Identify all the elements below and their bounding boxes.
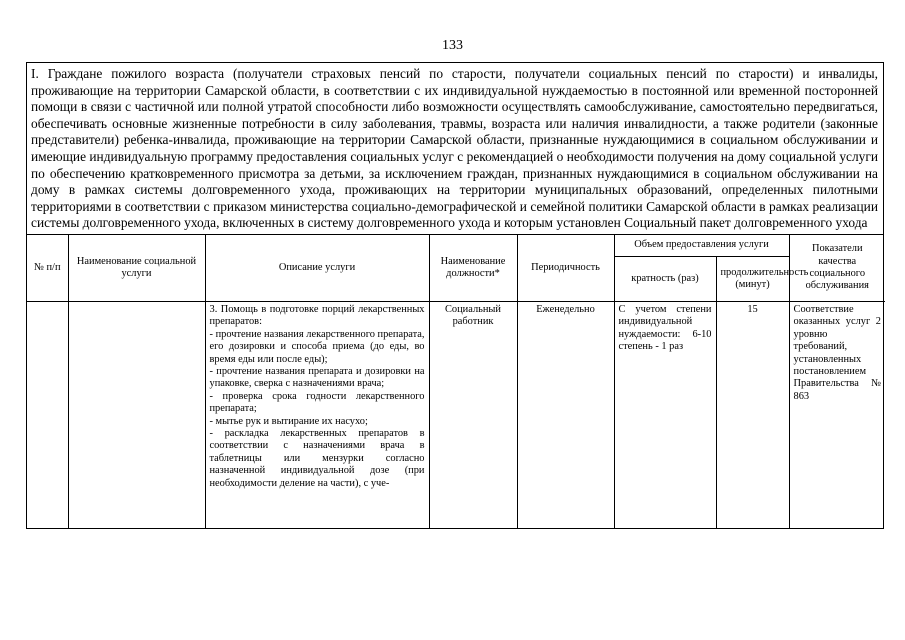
cell-service-name (68, 301, 205, 528)
cell-quality: Соответствие оказанных услуг 2 уровню требований, установленных постановлением Правительства № 863 (789, 301, 885, 528)
cell-num (27, 301, 68, 528)
description-line: - раскладка лекарственных препаратов в соответствии с назначениями врача в таблетницы или мензурки согласно назначенной индивидуальной дозе (при необходимости деление на части), с уче- (209, 428, 425, 489)
header-position: Наименование должности* (429, 235, 517, 302)
header-multiplicity: кратность (раз) (614, 256, 716, 301)
header-description: Описание услуги (205, 235, 429, 302)
header-periodicity: Периодичность (517, 235, 614, 302)
header-quality: Показатели качества социального обслуживания (789, 235, 885, 302)
table-row (27, 301, 885, 528)
cell-duration: 15 (716, 301, 789, 528)
cell-periodicity: Еженедельно (517, 301, 614, 528)
description-line: - прочтение названия лекарственного препарата, его дозировки и способа приема (до еды, во время еды или после еды); (209, 328, 425, 365)
description-line: - прочтение названия препарата и дозировки на упаковке, сверка с назначениями врача; (209, 365, 425, 390)
cell-position: Социальный работник (429, 301, 517, 528)
cell-description (205, 301, 429, 528)
services-table (27, 235, 885, 528)
header-duration: продолжительность (минут) (716, 256, 789, 301)
cell-multiplicity: С учетом степени индивидуальной нуждаемости: 6-10 степень - 1 раз (614, 301, 716, 528)
header-service-name: Наименование социальной услуги (68, 235, 205, 302)
description-line: 3. Помощь в подготовке порций лекарственных препаратов: (209, 303, 425, 328)
header-num: № п/п (27, 235, 68, 302)
description-line: - мытье рук и вытирание их насухо; (209, 415, 368, 427)
table-header-row (27, 235, 885, 257)
header-volume: Объем предоставления услуги (614, 235, 789, 257)
recipient-category-text: I. Граждане пожилого возраста (получатели страховых пенсий по старости, получатели социальных пенсий по старости) и инвалиды, проживающие на территории Самарской области, в соответствии с их индивидуальной нуждаемостью в постоянной или временной посторонней помощи в связи с частичной или полной утратой способности либо возможности осуществлять самообслуживание, самостоятельно передвигаться, обеспечивать основные жизненные потребности в силу заболевания, травмы, возраста или наличия инвалидности, а также родители (законные представители) ребенка-инвалида, проживающие на территории Самарской области, признанные нуждающимися в социальном обслуживании и имеющие индивидуальную программу предоставления социальных услуг с рекомендацией о необходимости получения на дому социальной услуги по обеспечению кратковременного присмотра за детьми, за исключением граждан, признанных нуждающимися в социальном обслуживании на дому в рамках системы долговременного ухода, проживающих на территории муниципальных образований, определенных пилотными территориями в соответствии с приказом министерства социально-демографической и семейной политики Самарской области в рамках реализации системы долговременного ухода, включенных в систему долговременного ухода и которым установлен Социальный пакет долговременного ухода (27, 63, 883, 235)
description-line: - проверка срока годности лекарственного препарата; (209, 390, 425, 415)
document-block (26, 62, 884, 529)
page-number: 133 (442, 38, 463, 53)
